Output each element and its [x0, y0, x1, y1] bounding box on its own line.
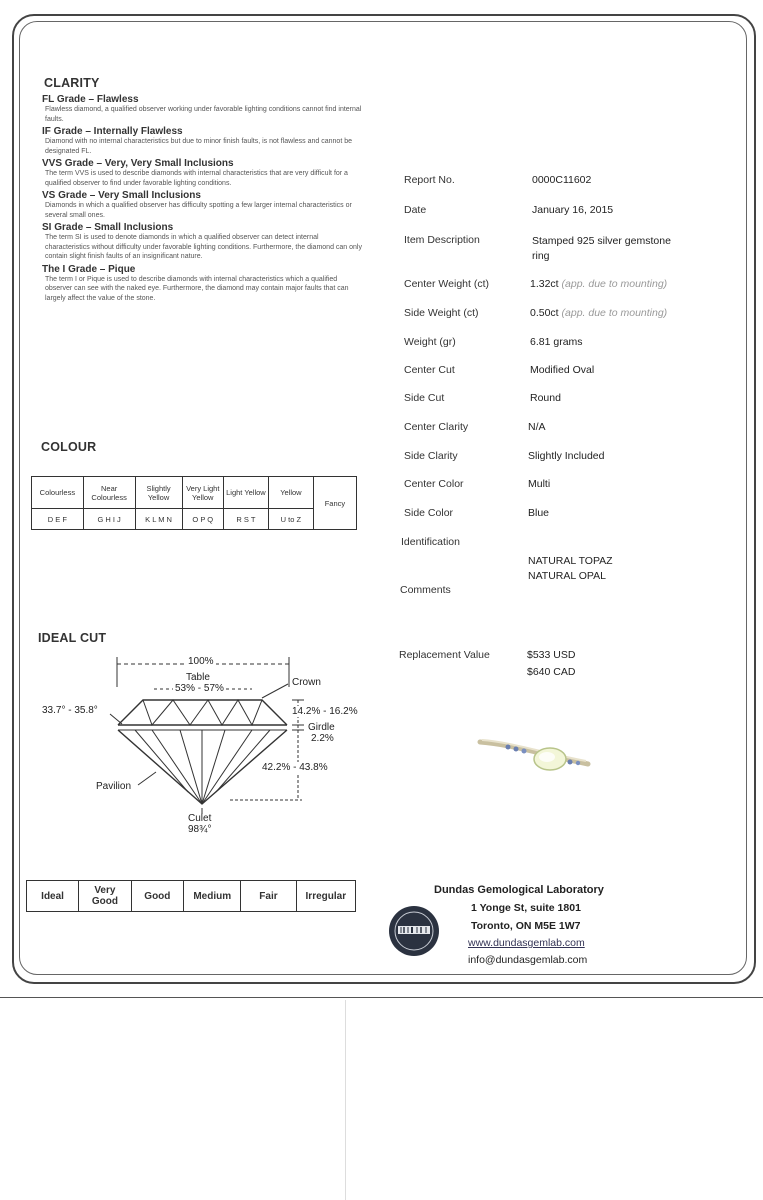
grade-description: The term VVS is used to describe diamonds with internal characteristics that are very difficult for a qualified observer to find under favorable lighting conditions.: [45, 170, 348, 187]
colour-heading: COLOUR: [41, 440, 97, 454]
grade-title: IF Grade – Internally Flawless: [42, 126, 183, 137]
ideal-cut-heading: IDEAL CUT: [38, 631, 107, 645]
clarity-grade-i: [42, 264, 362, 304]
identification-label: Identification: [401, 536, 460, 548]
colour-cell-near-colourless: Near Colourless: [83, 477, 135, 509]
ring-image: [470, 728, 600, 778]
diagram-crown-label: Crown: [292, 677, 321, 688]
clarity-grade-vs: [42, 190, 362, 220]
report-label: Side Color: [404, 507, 454, 519]
report-label: Side Clarity: [404, 450, 458, 462]
lab-seal-icon: [388, 905, 440, 957]
diagram-table-range: 53% - 57%: [175, 683, 224, 694]
lab-website-link[interactable]: www.dundasgemlab.com: [468, 937, 585, 949]
clarity-grade-fl: [42, 94, 362, 124]
colour-cell-light-yellow: Light Yellow: [223, 477, 268, 509]
cut-grade-irregular: Irregular: [296, 881, 355, 912]
comments-label: Comments: [400, 584, 451, 596]
report-label: Side Cut: [404, 392, 445, 404]
grade-description: Diamond with no internal characteristics but due to minor finish faults, is not flawless and cannot be designated FL.: [45, 138, 352, 155]
diagram-culet-label: Culet: [188, 813, 212, 824]
report-value: January 16, 2015: [532, 204, 614, 216]
colour-letters: K L M N: [135, 509, 182, 530]
clarity-heading: CLARITY: [44, 76, 100, 90]
lab-email[interactable]: info@dundasgemlab.com: [468, 954, 588, 966]
diagram-pavilion-depth: 42.2% - 43.8%: [262, 762, 328, 773]
report-note: (app. due to mounting): [561, 307, 668, 319]
report-label: Item Description: [404, 234, 480, 246]
diagram-girdle-label: Girdle: [308, 722, 335, 733]
identification-value-2: NATURAL OPAL: [528, 570, 606, 582]
lab-address-line2: Toronto, ON M5E 1W7: [471, 920, 581, 932]
cut-grade-table: [26, 880, 356, 912]
grade-title: VVS Grade – Very, Very Small Inclusions: [42, 158, 234, 169]
lab-seal: [388, 905, 440, 957]
colour-cell-slightly-yellow: Slightly Yellow: [135, 477, 182, 509]
report-label: Date: [404, 204, 427, 216]
diagram-total-width: 100%: [188, 656, 214, 667]
colour-scale-table: [31, 476, 357, 530]
report-value: Modified Oval: [530, 364, 595, 376]
report-value: 0.50ct: [530, 307, 559, 319]
clarity-grades: [42, 94, 362, 303]
report-value: Slightly Included: [528, 450, 605, 462]
report-label: Center Color: [404, 478, 464, 490]
ring-photo: [470, 728, 600, 778]
report-value: 6.81 grams: [530, 336, 583, 348]
grade-description: Flawless diamond, a qualified observer working under favorable lighting conditions cannot find internal faults.: [45, 106, 362, 123]
diagram-girdle-value: 2.2%: [311, 733, 334, 744]
cut-grade-good: Good: [131, 881, 183, 912]
replacement-value-usd: $533 USD: [527, 649, 576, 661]
grade-title: SI Grade – Small Inclusions: [42, 222, 174, 233]
grade-description: Diamonds in which a qualified observer has difficulty spotting a few larger internal characteristics or several small ones.: [45, 202, 352, 219]
lab-name: Dundas Gemological Laboratory: [434, 884, 604, 896]
report-value: 1.32ct: [530, 278, 559, 290]
colour-cell-very-light-yellow: Very Light Yellow: [182, 477, 223, 509]
diamond-cut-diagram: [30, 652, 370, 842]
report-value: N/A: [528, 421, 546, 433]
colour-letters: U to Z: [268, 509, 313, 530]
cut-grade-fair: Fair: [241, 881, 296, 912]
report-value: Stamped 925 silver gemstone ring: [532, 235, 671, 262]
colour-cell-fancy: Fancy: [313, 477, 356, 530]
diagram-culet-value: 98¾°: [188, 824, 212, 835]
replacement-value-cad: $640 CAD: [527, 666, 576, 678]
colour-letters: G H I J: [83, 509, 135, 530]
diagram-table-label: Table: [186, 672, 210, 683]
report-label: Weight (gr): [404, 336, 456, 348]
grade-title: FL Grade – Flawless: [42, 94, 139, 105]
cut-grade-ideal: Ideal: [27, 881, 79, 912]
report-value: 0000C11602: [532, 174, 592, 186]
identification-value-1: NATURAL TOPAZ: [528, 555, 613, 567]
report-value: Blue: [528, 507, 550, 519]
colour-letters: O P Q: [182, 509, 223, 530]
cut-grade-medium: Medium: [184, 881, 241, 912]
report-label: Center Clarity: [404, 421, 469, 433]
report-label: Center Cut: [404, 364, 455, 376]
diagram-crown-height: 14.2% - 16.2%: [292, 706, 358, 717]
report-value: Round: [530, 392, 561, 404]
colour-cell-colourless: Colourless: [32, 477, 84, 509]
clarity-grade-si: [42, 222, 362, 262]
cut-grade-very-good: Very Good: [79, 881, 131, 912]
report-note: (app. due to mounting): [561, 278, 668, 290]
page-fold-line: [0, 997, 763, 998]
colour-letters: R S T: [223, 509, 268, 530]
report-label: Report No.: [404, 174, 455, 186]
diagram-crown-angle: 33.7° - 35.8°: [42, 705, 98, 716]
colour-cell-yellow: Yellow: [268, 477, 313, 509]
replacement-value-label: Replacement Value: [399, 649, 490, 661]
colour-letters: D E F: [32, 509, 84, 530]
grade-title: VS Grade – Very Small Inclusions: [42, 190, 201, 201]
report-label: Center Weight (ct): [404, 278, 489, 290]
report-label: Side Weight (ct): [404, 307, 479, 319]
clarity-grade-vvs: [42, 158, 362, 188]
grade-description: The term I or Pique is used to describe diamonds with internal characteristics which a qualified observer can see with the naked eye. Furthermore, the diamond may contain major faults that can largely affect the value of the stone.: [45, 275, 349, 302]
diagram-pavilion-label: Pavilion: [96, 781, 132, 792]
lab-address-line1: 1 Yonge St, suite 1801: [471, 902, 581, 914]
grade-description: The term SI is used to denote diamonds in which a qualified observer can detect internal characteristics without difficulty under favorable lighting conditions. Furthermore, the diamond can only contain slight finish faults of an insignificant nature.: [45, 234, 362, 260]
page-divider-line: [345, 1000, 346, 1200]
report-value: Multi: [528, 478, 551, 490]
grade-title: The I Grade – Pique: [42, 263, 136, 275]
clarity-grade-if: [42, 126, 362, 156]
